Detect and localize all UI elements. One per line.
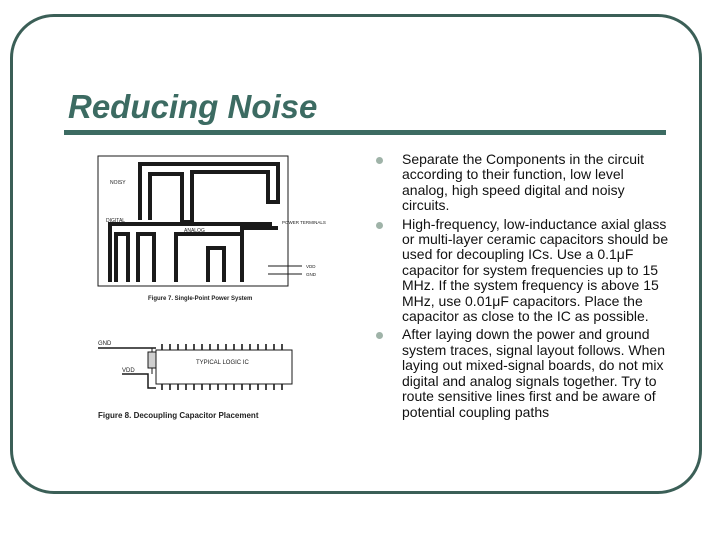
bullet-text: Separate the Components in the circuit according to their function, low level analog, high speed digital and noisy circuits. (402, 151, 645, 214)
vdd-line (122, 374, 156, 388)
bullet-item (372, 152, 672, 214)
decoupling-capacitor (148, 348, 156, 374)
figure7-single-point-power-system (98, 156, 302, 286)
figure8-vdd-label: VDD (122, 368, 135, 374)
power-rails (268, 266, 302, 274)
noisy-region-trace (140, 164, 278, 222)
diagrams-image (92, 152, 332, 432)
figure8-decoupling-capacitor-placement (98, 344, 292, 390)
digital-label: DIGITAL (106, 218, 126, 224)
power-terminals-label: POWER TERMINALS (282, 220, 326, 225)
bullet-marker (376, 222, 383, 229)
figure7-caption: Figure 7. Single-Point Power System (148, 296, 253, 302)
bullet-marker (376, 332, 383, 339)
bullet-item (372, 327, 672, 419)
bullet-text: After laying down the power and ground system traces, signal layout follows. When laying out mixed-signal boards, do not mix digital and analog signals together. Try to route sensitive lines first and be aware of potential coupling paths (402, 326, 665, 420)
bullet-list (372, 152, 672, 420)
slide-title: Reducing Noise (68, 88, 318, 125)
bullet-marker (376, 157, 383, 164)
logic-ic-label: TYPICAL LOGIC IC (196, 360, 249, 366)
noisy-label: NOISY (110, 180, 126, 186)
ic-top-pins (162, 344, 282, 350)
figure8-gnd-label: GND (98, 341, 112, 347)
bullet-item (372, 217, 672, 325)
logic-ic-body (156, 350, 292, 384)
figure7-vdd-label: VDD (306, 264, 316, 269)
analog-region-trace (176, 228, 278, 282)
analog-label: ANALOG (184, 228, 205, 234)
ic-bottom-pins (162, 384, 282, 390)
title-underline (64, 130, 666, 135)
figure7-gnd-label: GND (306, 272, 316, 277)
bullet-text: High-frequency, low-inductance axial glass or multi-layer ceramic capacitors should be used for decoupling ICs. Use a 0.1μF capacitor for system frequencies up to 15 MHz. If the system frequency is above 15 MHz, use 0.01μF capacitors. Place the capacitor as close to the IC as possible. (402, 215, 669, 325)
figure8-caption: Figure 8. Decoupling Capacitor Placement (98, 411, 259, 420)
